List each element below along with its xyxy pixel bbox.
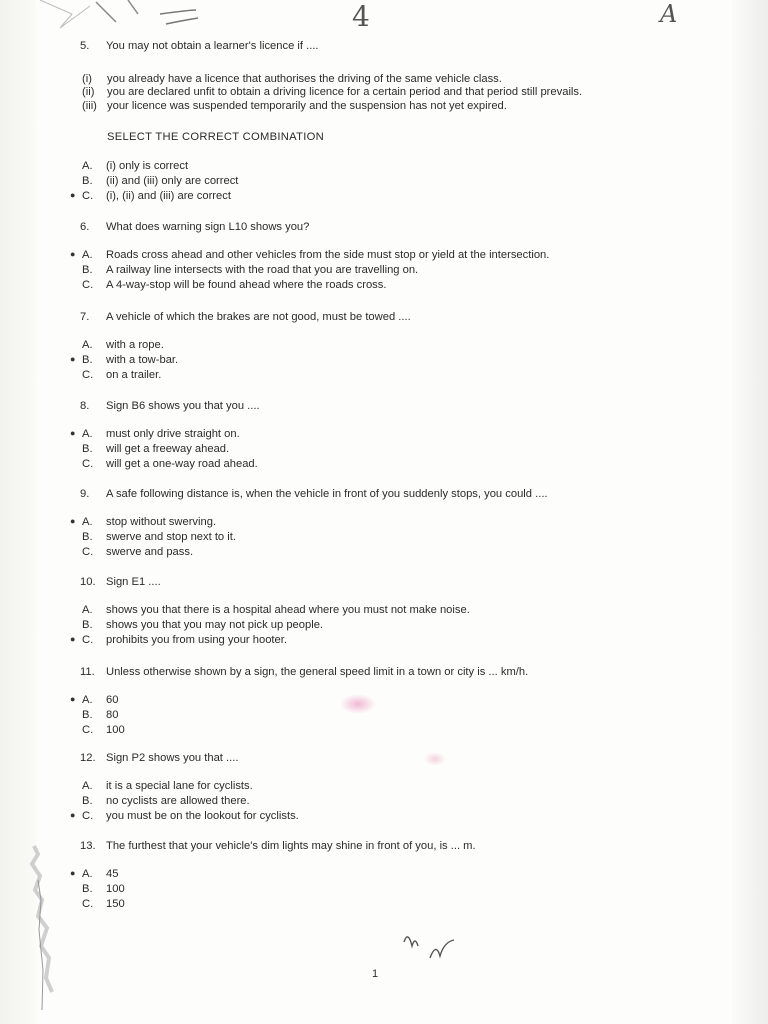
question-number: 8. xyxy=(80,400,90,412)
question-stem: Unless otherwise shown by a sign, the general speed limit in a town or city is ... km/h. xyxy=(106,666,529,678)
handwritten-page-mark: 4 xyxy=(352,0,370,33)
answer-mark-icon: ● xyxy=(70,868,76,878)
question-number: 12. xyxy=(80,752,96,764)
question-number: 6. xyxy=(80,221,90,233)
question-stem: Sign E1 .... xyxy=(106,576,161,588)
question-stem: You may not obtain a learner's licence if .... xyxy=(106,40,319,52)
answer-mark-icon: ● xyxy=(70,428,76,438)
question-number: 5. xyxy=(80,40,90,52)
answer-mark-icon: ● xyxy=(70,354,76,364)
question-stem: What does warning sign L10 shows you? xyxy=(106,221,310,233)
question-number: 10. xyxy=(80,576,96,588)
page-number: 1 xyxy=(372,968,379,980)
answer-mark-icon: ● xyxy=(70,810,76,820)
answer-mark-icon: ● xyxy=(70,694,76,704)
pink-smudge-small xyxy=(424,752,446,766)
question-stem: A safe following distance is, when the vehicle in front of you suddenly stops, you could .... xyxy=(106,488,548,500)
question-stem: Sign P2 shows you that .... xyxy=(106,752,239,764)
paper-edge-right xyxy=(732,0,768,1024)
question-number: 7. xyxy=(80,311,90,323)
paper-edge-left xyxy=(0,0,36,1024)
instruction-text: SELECT THE CORRECT COMBINATION xyxy=(107,131,325,143)
question-number: 13. xyxy=(80,840,96,852)
question-number: 11. xyxy=(80,666,95,678)
answer-mark-icon: ● xyxy=(70,190,76,200)
question-stem: The furthest that your vehicle's dim lights may shine in front of you, is ... m. xyxy=(106,840,476,852)
answer-mark-icon: ● xyxy=(70,249,76,259)
question-stem: Sign B6 shows you that you .... xyxy=(106,400,260,412)
question-number: 9. xyxy=(80,488,90,500)
pink-smudge xyxy=(340,694,376,714)
question-stem: A vehicle of which the brakes are not good, must be towed .... xyxy=(106,311,411,323)
handwritten-corner-mark: A xyxy=(660,0,678,28)
answer-mark-icon: ● xyxy=(70,634,76,644)
answer-mark-icon: ● xyxy=(70,516,76,526)
